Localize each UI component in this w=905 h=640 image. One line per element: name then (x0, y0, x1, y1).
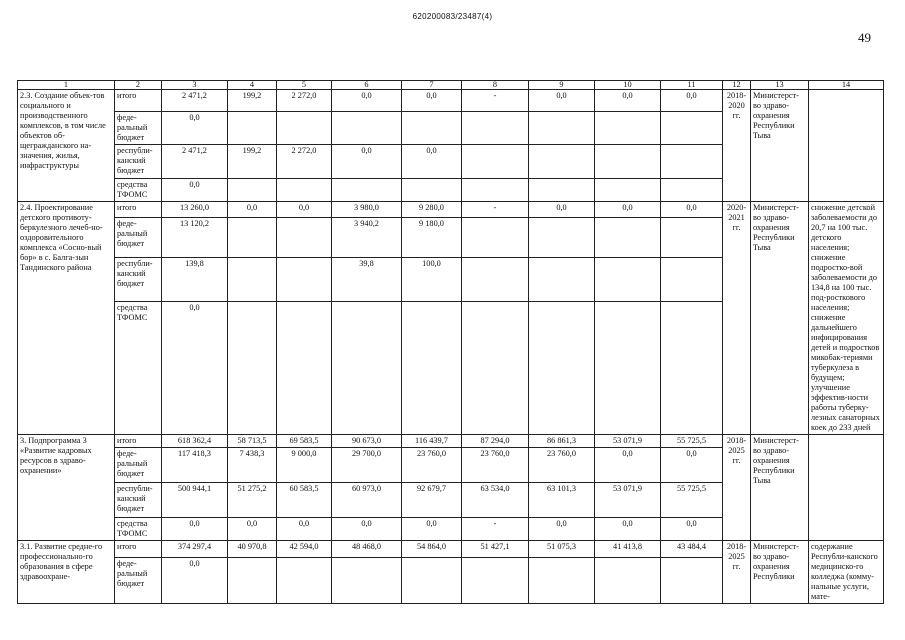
amount-cell: 0,0 (529, 518, 595, 541)
responsible-executor: Министерст-во здраво-охранения Республики (751, 541, 809, 604)
amount-cell: 13 260,0 (162, 202, 228, 218)
amount-cell (529, 217, 595, 257)
amount-cell: 0,0 (162, 112, 228, 145)
amount-cell (277, 179, 332, 202)
column-number: 4 (228, 81, 277, 90)
amount-cell (661, 558, 723, 604)
amount-cell: 60 973,0 (332, 483, 402, 518)
column-number: 8 (462, 81, 529, 90)
amount-cell: 500 944,1 (162, 483, 228, 518)
column-number: 9 (529, 81, 595, 90)
amount-cell (595, 217, 661, 257)
amount-cell: 9 000,0 (277, 448, 332, 483)
amount-cell (462, 179, 529, 202)
implementation-years: 2018-2025 гг. (723, 541, 751, 604)
amount-cell: 58 713,5 (228, 435, 277, 448)
column-number: 6 (332, 81, 402, 90)
column-number: 5 (277, 81, 332, 90)
amount-cell: 23 760,0 (462, 448, 529, 483)
amount-cell (462, 145, 529, 179)
amount-cell: 13 120,2 (162, 217, 228, 257)
amount-cell: 51 075,3 (529, 541, 595, 558)
amount-cell (661, 112, 723, 145)
amount-cell (529, 257, 595, 301)
amount-cell: 0,0 (228, 518, 277, 541)
amount-cell: 374 297,4 (162, 541, 228, 558)
amount-cell (661, 257, 723, 301)
amount-cell (529, 145, 595, 179)
activity-name: 3.1. Развитие средне-го профессионально-го образования в сфере здравоохране- (18, 541, 115, 604)
amount-cell (277, 112, 332, 145)
amount-cell (529, 112, 595, 145)
activity-name: 3. Подпрограмма 3 «Развитие кадровых ресурсов в здраво-охранении» (18, 435, 115, 541)
amount-cell: 117 418,3 (162, 448, 228, 483)
amount-cell (332, 558, 402, 604)
amount-cell: 0,0 (402, 90, 462, 112)
amount-cell: 2 471,2 (162, 90, 228, 112)
funding-source: итого (115, 541, 162, 558)
amount-cell: 0,0 (162, 301, 228, 435)
amount-cell: 0,0 (332, 518, 402, 541)
amount-cell: 0,0 (661, 90, 723, 112)
amount-cell: 0,0 (228, 202, 277, 218)
amount-cell: 40 970,8 (228, 541, 277, 558)
amount-cell (228, 112, 277, 145)
amount-cell (228, 301, 277, 435)
funding-source: феде-ральный бюджет (115, 112, 162, 145)
amount-cell: 0,0 (529, 90, 595, 112)
budget-table (17, 80, 884, 604)
responsible-executor: Министерст-во здраво-охранения Республики Тыва (751, 202, 809, 435)
amount-cell: 51 275,2 (228, 483, 277, 518)
amount-cell: 42 594,0 (277, 541, 332, 558)
column-number: 7 (402, 81, 462, 90)
funding-source: феде-ральный бюджет (115, 217, 162, 257)
amount-cell: 55 725,5 (661, 435, 723, 448)
amount-cell (462, 301, 529, 435)
page-number: 49 (858, 30, 871, 45)
amount-cell: 60 583,5 (277, 483, 332, 518)
amount-cell (661, 301, 723, 435)
amount-cell: 0,0 (332, 90, 402, 112)
amount-cell (595, 179, 661, 202)
amount-cell (595, 301, 661, 435)
table-row (18, 202, 884, 218)
amount-cell: 7 438,3 (228, 448, 277, 483)
funding-source: республи-канский бюджет (115, 257, 162, 301)
column-number: 1 (18, 81, 115, 90)
amount-cell (462, 257, 529, 301)
column-number: 2 (115, 81, 162, 90)
amount-cell: - (462, 202, 529, 218)
amount-cell: - (462, 518, 529, 541)
amount-cell: 41 413,8 (595, 541, 661, 558)
funding-source: средства ТФОМС (115, 179, 162, 202)
amount-cell: 51 427,1 (462, 541, 529, 558)
amount-cell: 0,0 (402, 145, 462, 179)
amount-cell: 29 700,0 (332, 448, 402, 483)
amount-cell (595, 257, 661, 301)
amount-cell (277, 558, 332, 604)
expected-result: снижение детской заболеваемости до 20,7 на 100 тыс. детского населения; снижение подростко-вой заболеваемости до 134,8 на 100 тыс. под-росткового населения; снижение дальнейшего инфицирования детей и подростков микобак-териями туберкулеза в будущем; улучшение эффектив-ности работы туберку-лезных санаторных коек до 233 дней (809, 202, 884, 435)
amount-cell (228, 558, 277, 604)
column-number-row (18, 81, 884, 90)
amount-cell (462, 217, 529, 257)
amount-cell: 0,0 (162, 518, 228, 541)
amount-cell (661, 145, 723, 179)
responsible-executor: Министерст-во здраво-охранения Республики Тыва (751, 435, 809, 541)
activity-name: 2.4. Проектирование детского противоту-беркулезного лечеб-но-оздоровительного комплекса «Сосно-вый бор» в с. Балга-зын Тандинского района (18, 202, 115, 435)
amount-cell (332, 112, 402, 145)
table-body (18, 81, 884, 604)
amount-cell: 0,0 (529, 202, 595, 218)
amount-cell: 63 101,3 (529, 483, 595, 518)
amount-cell (402, 558, 462, 604)
expected-result (809, 90, 884, 202)
column-number: 12 (723, 81, 751, 90)
amount-cell: 9 280,0 (402, 202, 462, 218)
funding-source: республи-канский бюджет (115, 145, 162, 179)
amount-cell: 0,0 (277, 518, 332, 541)
amount-cell (529, 558, 595, 604)
amount-cell (595, 112, 661, 145)
implementation-years: 2020-2021 гг. (723, 202, 751, 435)
funding-source: республи-канский бюджет (115, 483, 162, 518)
implementation-years: 2018-2025 гг. (723, 435, 751, 541)
amount-cell: 2 272,0 (277, 145, 332, 179)
funding-source: итого (115, 435, 162, 448)
column-number: 3 (162, 81, 228, 90)
amount-cell: 0,0 (332, 145, 402, 179)
amount-cell: 2 272,0 (277, 90, 332, 112)
column-number: 10 (595, 81, 661, 90)
amount-cell (595, 558, 661, 604)
amount-cell (277, 301, 332, 435)
amount-cell (462, 558, 529, 604)
funding-source: средства ТФОМС (115, 518, 162, 541)
table-row (18, 541, 884, 558)
amount-cell: 69 583,5 (277, 435, 332, 448)
funding-source: феде-ральный бюджет (115, 448, 162, 483)
amount-cell (661, 179, 723, 202)
amount-cell: 63 534,0 (462, 483, 529, 518)
amount-cell: 9 180,0 (402, 217, 462, 257)
amount-cell: 100,0 (402, 257, 462, 301)
expected-result (809, 435, 884, 541)
amount-cell (277, 257, 332, 301)
amount-cell (402, 112, 462, 145)
amount-cell: 0,0 (277, 202, 332, 218)
amount-cell (228, 179, 277, 202)
amount-cell: 3 940,2 (332, 217, 402, 257)
amount-cell: 0,0 (402, 518, 462, 541)
amount-cell: 618 362,4 (162, 435, 228, 448)
amount-cell: 23 760,0 (529, 448, 595, 483)
amount-cell: 3 980,0 (332, 202, 402, 218)
amount-cell: 54 864,0 (402, 541, 462, 558)
amount-cell: 53 071,9 (595, 435, 661, 448)
amount-cell: 199,2 (228, 90, 277, 112)
amount-cell: 92 679,7 (402, 483, 462, 518)
amount-cell (529, 301, 595, 435)
column-number: 14 (809, 81, 884, 90)
responsible-executor: Министерст-во здраво-охранения Республики Тыва (751, 90, 809, 202)
column-number: 11 (661, 81, 723, 90)
amount-cell (462, 112, 529, 145)
amount-cell: 0,0 (661, 518, 723, 541)
amount-cell: 0,0 (162, 558, 228, 604)
amount-cell: 0,0 (595, 448, 661, 483)
amount-cell: 43 484,4 (661, 541, 723, 558)
table-row (18, 435, 884, 448)
amount-cell: 90 673,0 (332, 435, 402, 448)
amount-cell (332, 301, 402, 435)
amount-cell: 55 725,5 (661, 483, 723, 518)
amount-cell (529, 179, 595, 202)
amount-cell: 86 861,3 (529, 435, 595, 448)
amount-cell (595, 145, 661, 179)
document-id: 620200083/23487(4) (412, 12, 493, 21)
amount-cell: 23 760,0 (402, 448, 462, 483)
amount-cell: 139,8 (162, 257, 228, 301)
amount-cell: 2 471,2 (162, 145, 228, 179)
funding-source: итого (115, 90, 162, 112)
amount-cell (402, 301, 462, 435)
amount-cell (661, 217, 723, 257)
expected-result: содержание Республи-канского медицинско-го колледжа (комму-нальные услуги, мате- (809, 541, 884, 604)
amount-cell: 0,0 (595, 202, 661, 218)
funding-source: средства ТФОМС (115, 301, 162, 435)
funding-source: итого (115, 202, 162, 218)
amount-cell: 0,0 (595, 518, 661, 541)
funding-source: феде-ральный бюджет (115, 558, 162, 604)
amount-cell: - (462, 90, 529, 112)
amount-cell: 0,0 (661, 202, 723, 218)
amount-cell (228, 257, 277, 301)
amount-cell: 199,2 (228, 145, 277, 179)
amount-cell: 53 071,9 (595, 483, 661, 518)
amount-cell (402, 179, 462, 202)
amount-cell: 48 468,0 (332, 541, 402, 558)
amount-cell (332, 179, 402, 202)
amount-cell (228, 217, 277, 257)
amount-cell: 116 439,7 (402, 435, 462, 448)
amount-cell: 87 294,0 (462, 435, 529, 448)
amount-cell: 0,0 (661, 448, 723, 483)
amount-cell: 0,0 (162, 179, 228, 202)
amount-cell (277, 217, 332, 257)
implementation-years: 2018-2020 гг. (723, 90, 751, 202)
column-number: 13 (751, 81, 809, 90)
amount-cell: 39,8 (332, 257, 402, 301)
amount-cell: 0,0 (595, 90, 661, 112)
table-row (18, 90, 884, 112)
activity-name: 2.3. Создание объек-тов социального и производственного комплексов, в том числе объектов об-щегражданского на-значения, жилья, инфраструктуры (18, 90, 115, 202)
